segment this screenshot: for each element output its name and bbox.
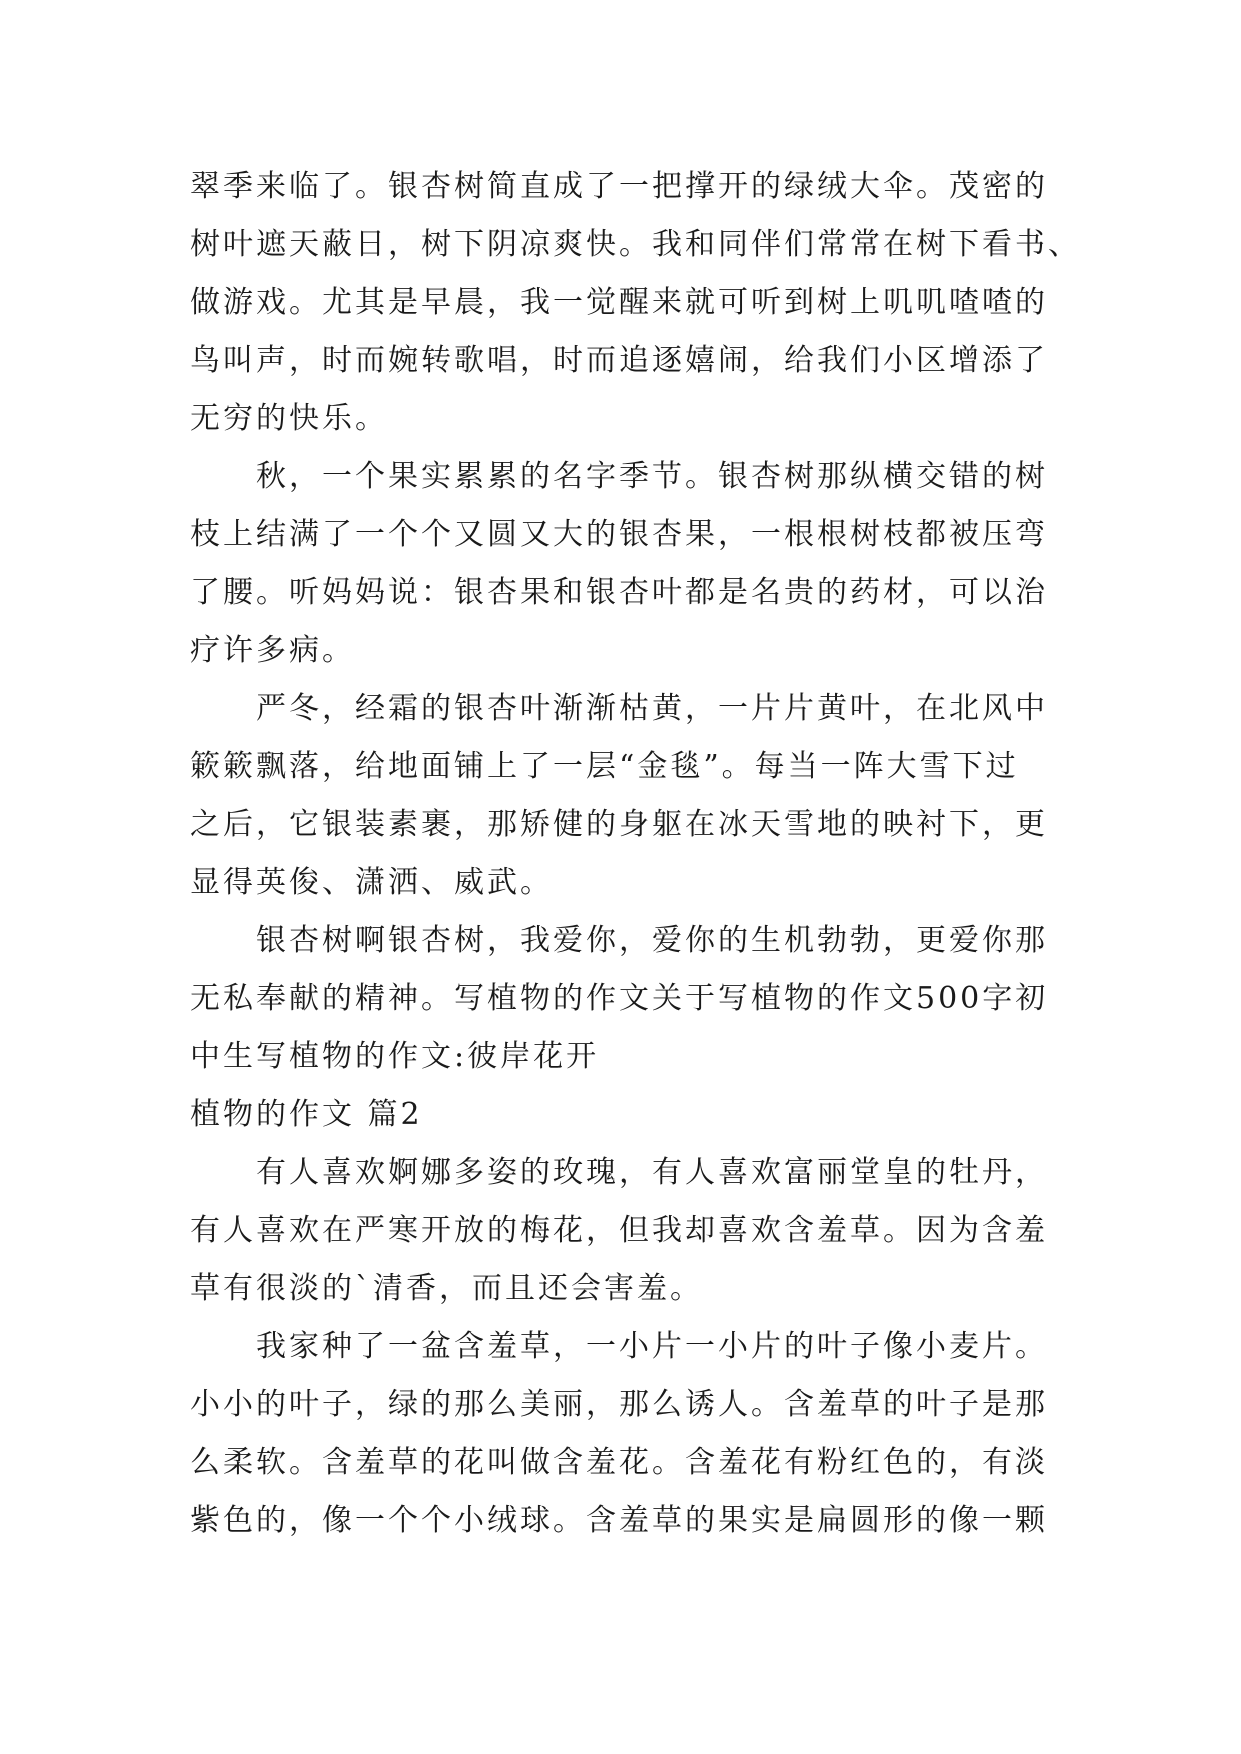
document-body: [190, 158, 1081, 1550]
text-line: 之后，它银装素裹，那矫健的身躯在冰天雪地的映衬下，更: [190, 807, 1048, 842]
text-line: 显得英俊、潇洒、威武。: [190, 865, 553, 900]
text-line: 疗许多病。: [190, 633, 355, 668]
paragraph-first-line: 银杏树啊银杏树，我爱你，爱你的生机勃勃，更爱你那: [256, 923, 1048, 958]
text-line: 紫色的，像一个个小绒球。含羞草的果实是扁圆形的像一颗: [190, 1503, 1048, 1538]
text-line: 枝上结满了一个个又圆又大的银杏果，一根根树枝都被压弯: [190, 517, 1048, 552]
paragraph-first-line: 有人喜欢婀娜多姿的玫瑰，有人喜欢富丽堂皇的牡丹，: [256, 1155, 1048, 1190]
text-line: 做游戏。尤其是早晨，我一觉醒来就可听到树上叽叽喳喳的: [190, 285, 1048, 320]
text-line: 树叶遮天蔽日，树下阴凉爽快。我和同伴们常常在树下看书、: [190, 227, 1081, 262]
text-line: 无私奉献的精神。写植物的作文关于写植物的作文500字初: [190, 981, 1049, 1016]
text-line: 有人喜欢在严寒开放的梅花，但我却喜欢含羞草。因为含羞: [190, 1213, 1048, 1248]
paragraph-first-line: 我家种了一盆含羞草，一小片一小片的叶子像小麦片。: [256, 1329, 1048, 1364]
text-line: 无穷的快乐。: [190, 401, 388, 436]
section-heading: 植物的作文 篇2: [190, 1097, 423, 1132]
text-line: 翠季来临了。银杏树简直成了一把撑开的绿绒大伞。茂密的: [190, 169, 1048, 204]
paragraph-first-line: 严冬，经霜的银杏叶渐渐枯黄，一片片黄叶，在北风中: [256, 691, 1048, 726]
text-line: 么柔软。含羞草的花叫做含羞花。含羞花有粉红色的，有淡: [190, 1445, 1048, 1480]
text-line: 簌簌飘落，给地面铺上了一层“金毯”。每当一阵大雪下过: [190, 749, 1019, 784]
paragraph-first-line: 秋，一个果实累累的名字季节。银杏树那纵横交错的树: [256, 459, 1048, 494]
text-line: 草有很淡的`清香，而且还会害羞。: [190, 1271, 703, 1306]
text-line: 鸟叫声，时而婉转歌唱，时而追逐嬉闹，给我们小区增添了: [190, 343, 1048, 378]
text-line: 中生写植物的作文:彼岸花开: [190, 1039, 600, 1074]
text-line: 了腰。听妈妈说：银杏果和银杏叶都是名贵的药材，可以治: [190, 575, 1048, 610]
text-line: 小小的叶子，绿的那么美丽，那么诱人。含羞草的叶子是那: [190, 1387, 1048, 1422]
